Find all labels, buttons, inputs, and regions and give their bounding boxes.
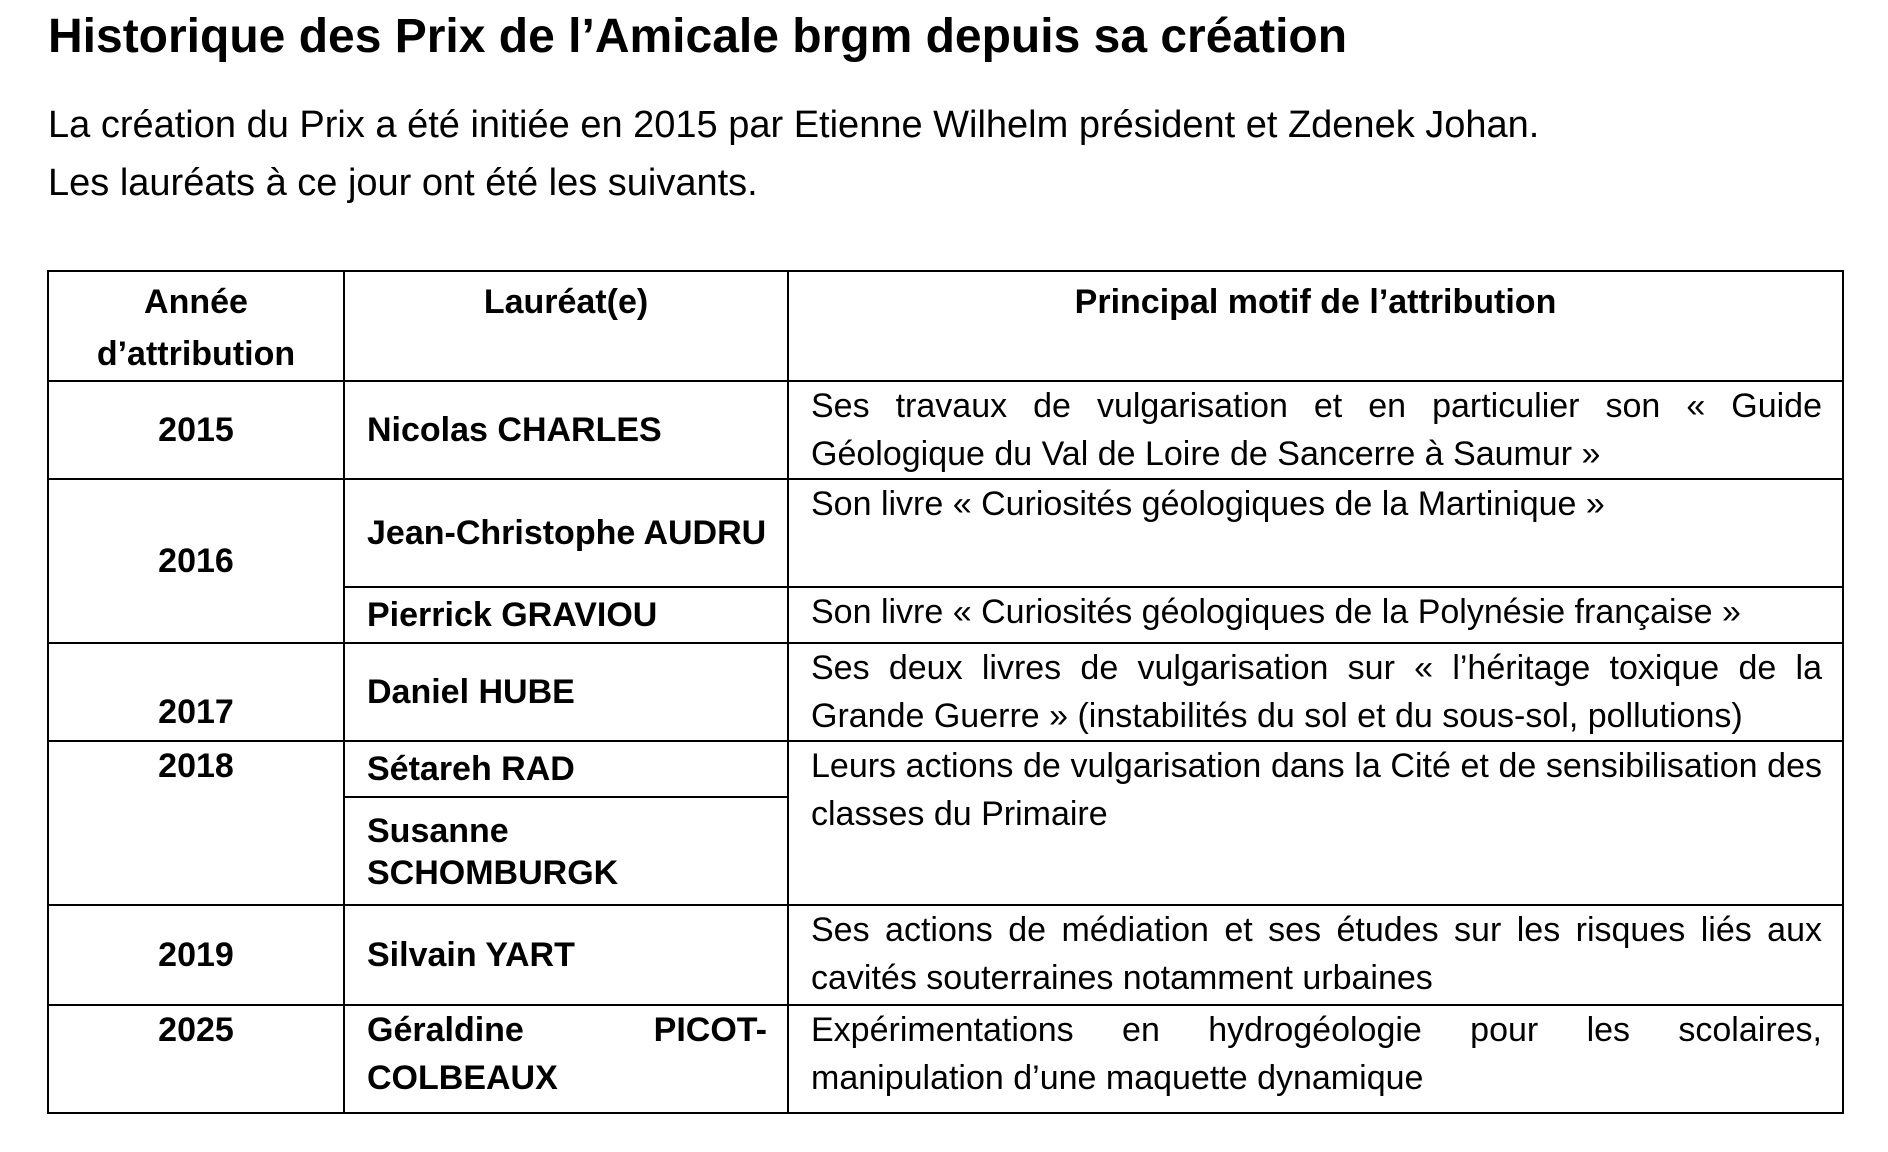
- table-row: [48, 643, 1843, 741]
- motif-cell: Son livre « Curiosités géologiques de la Martinique »: [788, 479, 1843, 587]
- table-row: [48, 905, 1843, 1005]
- year-cell: 2017: [48, 643, 344, 741]
- year-cell: 2015: [48, 381, 344, 479]
- laureate-cell: Silvain YART: [344, 905, 788, 1005]
- motif-cell: Leurs actions de vulgarisation dans la Cité et de sensibilisation des classes du Primaire: [788, 741, 1843, 905]
- laureate-cell: Sétareh RAD: [344, 741, 788, 797]
- laureate-cell: Nicolas CHARLES: [344, 381, 788, 479]
- year-cell: 2025: [48, 1005, 344, 1113]
- laureate-cell: Géraldine PICOT-COLBEAUX: [344, 1005, 788, 1113]
- year-cell: 2016: [48, 479, 344, 643]
- motif-cell: Son livre « Curiosités géologiques de la Polynésie française »: [788, 587, 1843, 643]
- motif-cell: Ses deux livres de vulgarisation sur « l’héritage toxique de la Grande Guerre » (instabilités du sol et du sous-sol, pollutions): [788, 643, 1843, 741]
- header-laureate: Lauréat(e): [344, 271, 788, 381]
- laureate-cell: Jean-Christophe AUDRU: [344, 479, 788, 587]
- intro-line: Les lauréats à ce jour ont été les suivants.: [48, 162, 758, 204]
- table-row: [48, 1005, 1843, 1113]
- laureate-cell: Susanne SCHOMBURGK: [344, 797, 788, 905]
- table-row: [48, 741, 1843, 797]
- intro-line: La création du Prix a été initiée en 2015 par Etienne Wilhelm président et Zdenek Johan.: [48, 104, 1540, 146]
- table-row: [48, 479, 1843, 587]
- motif-cell: Ses travaux de vulgarisation et en particulier son « Guide Géologique du Val de Loire de Sancerre à Saumur »: [788, 381, 1843, 479]
- year-cell: 2019: [48, 905, 344, 1005]
- header-motif: Principal motif de l’attribution: [788, 271, 1843, 381]
- laureates-table: [47, 270, 1844, 1114]
- header-year: Année d’attribution: [48, 271, 344, 381]
- laureate-cell: Daniel HUBE: [344, 643, 788, 741]
- year-cell: 2018: [48, 741, 344, 905]
- page-title: Historique des Prix de l’Amicale brgm depuis sa création: [48, 10, 1348, 63]
- motif-cell: Expérimentations en hydrogéologie pour les scolaires, manipulation d’une maquette dynamique: [788, 1005, 1843, 1113]
- laureate-cell: Pierrick GRAVIOU: [344, 587, 788, 643]
- table-header-row: [48, 271, 1843, 381]
- motif-cell: Ses actions de médiation et ses études sur les risques liés aux cavités souterraines notamment urbaines: [788, 905, 1843, 1005]
- table-row: [48, 381, 1843, 479]
- intro-paragraph: [48, 96, 1539, 212]
